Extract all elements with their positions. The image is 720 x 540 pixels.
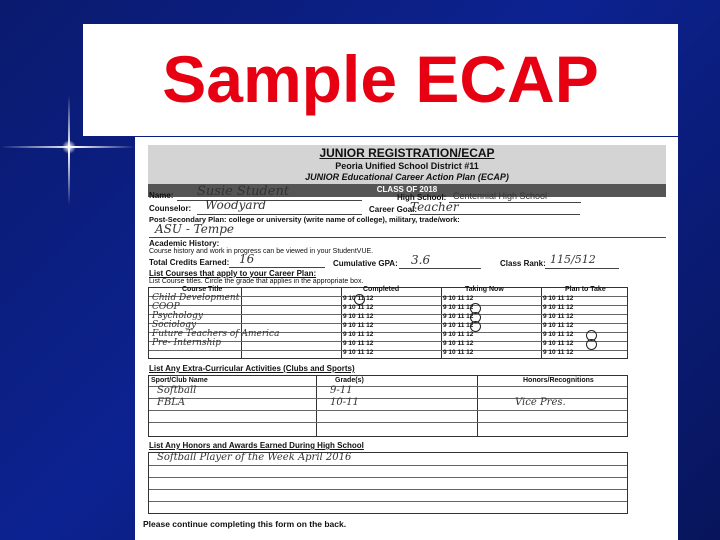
activity-row-grades: 10-11 bbox=[330, 397, 359, 408]
rank-value: 115/512 bbox=[550, 253, 596, 266]
honors-row-text: Softball Player of the Week April 2016 bbox=[157, 452, 352, 463]
form-footer: Please continue completing this form on the back. bbox=[143, 519, 347, 529]
course-grade-options: 9 10 11 12 bbox=[543, 304, 574, 311]
course-col-taking: Taking Now bbox=[465, 286, 504, 293]
career-goal-value: Teacher bbox=[410, 200, 459, 214]
honors-row-line bbox=[149, 477, 627, 478]
credits-value: 16 bbox=[239, 252, 255, 266]
course-grade-options: 9 10 11 12 bbox=[343, 295, 374, 302]
course-col-completed: Completed bbox=[363, 286, 400, 293]
course-grade-options: 9 10 11 12 bbox=[443, 340, 474, 347]
activity-col-honors: Honors/Recognitions bbox=[523, 377, 594, 384]
course-grade-options: 9 10 11 12 bbox=[543, 349, 574, 356]
honors-row-line bbox=[149, 501, 627, 502]
activity-row-name: FBLA bbox=[157, 397, 186, 408]
credits-label: Total Credits Earned: bbox=[149, 258, 230, 267]
name-value: Susie Student bbox=[197, 184, 290, 199]
lens-flare-center bbox=[62, 140, 76, 154]
title-box bbox=[83, 24, 678, 136]
form-header-class: CLASS OF 2018 bbox=[376, 185, 438, 194]
course-grade-options: 9 10 11 12 bbox=[343, 340, 374, 347]
counselor-value: Woodyard bbox=[205, 198, 267, 212]
grade-circle-mark bbox=[586, 339, 597, 350]
name-label: Name: bbox=[149, 191, 174, 200]
course-grade-options: 9 10 11 12 bbox=[443, 322, 474, 329]
course-row-title: COOP bbox=[152, 302, 180, 312]
course-grade-options: 9 10 11 12 bbox=[443, 349, 474, 356]
course-row-title: Psychology bbox=[152, 311, 203, 321]
course-col-plan: Plan to Take bbox=[565, 286, 606, 293]
course-grade-options: 9 10 11 12 bbox=[543, 331, 574, 338]
activities-row-line bbox=[149, 386, 627, 387]
academic-history-label: Academic History: bbox=[149, 239, 220, 248]
rank-label: Class Rank: bbox=[500, 259, 546, 268]
activity-col-name: Sport/Club Name bbox=[151, 377, 208, 384]
high-school-label: High School: bbox=[397, 193, 447, 202]
post-secondary-value: ASU - Tempe bbox=[155, 222, 235, 236]
course-grade-options: 9 10 11 12 bbox=[343, 349, 374, 356]
rank-underline bbox=[545, 268, 619, 269]
activity-row-name: Softball bbox=[157, 385, 197, 396]
form-header-plan: JUNIOR Educational Career Action Plan (ECAP) bbox=[305, 172, 509, 182]
course-grade-options: 9 10 11 12 bbox=[443, 304, 474, 311]
course-grade-options: 9 10 11 12 bbox=[443, 295, 474, 302]
high-school-value: Centennial High School bbox=[453, 191, 548, 201]
slide-title: Sample ECAP bbox=[162, 42, 599, 116]
honors-section-label: List Any Honors and Awards Earned During High School bbox=[149, 441, 364, 450]
activity-col-grades: Grade(s) bbox=[335, 377, 364, 384]
post-secondary-label: Post-Secondary Plan: college or university (write name of college), military, trade/work: bbox=[149, 215, 460, 224]
form-header-district: Peoria Unified School District #11 bbox=[335, 161, 479, 171]
course-grade-options: 9 10 11 12 bbox=[343, 313, 374, 320]
activities-col-divider bbox=[316, 376, 317, 436]
activities-col-divider bbox=[477, 376, 478, 436]
activities-section-label: List Any Extra-Curricular Activities (Clubs and Sports) bbox=[149, 364, 355, 373]
course-grade-options: 9 10 11 12 bbox=[543, 340, 574, 347]
academic-history-note: Course history and work in progress can be viewed in your StudentVUE. bbox=[149, 248, 374, 255]
course-row-title: Pre- Internship bbox=[152, 338, 222, 348]
course-col-title: Course Title bbox=[182, 286, 223, 293]
ecap-form-scan bbox=[135, 137, 678, 540]
course-grade-options: 9 10 11 12 bbox=[443, 313, 474, 320]
activity-row-grades: 9-11 bbox=[330, 385, 353, 396]
courses-instruction: List Course titles. Circle the grade that applies in the appropriate box. bbox=[149, 278, 364, 285]
counselor-label: Counselor: bbox=[149, 204, 192, 213]
course-grade-options: 9 10 11 12 bbox=[443, 331, 474, 338]
honors-row-line bbox=[149, 465, 627, 466]
course-grade-options: 9 10 11 12 bbox=[543, 295, 574, 302]
course-grade-options: 9 10 11 12 bbox=[543, 313, 574, 320]
course-grade-options: 9 10 11 12 bbox=[343, 304, 374, 311]
high-school-underline bbox=[449, 202, 581, 203]
course-row-title: Sociology bbox=[152, 320, 197, 330]
gpa-label: Cumulative GPA: bbox=[333, 259, 398, 268]
activities-row-line bbox=[149, 422, 627, 423]
form-header-line1: JUNIOR REGISTRATION/ECAP bbox=[319, 146, 495, 160]
credits-underline bbox=[229, 267, 325, 268]
honors-row-line bbox=[149, 489, 627, 490]
course-row-title: Future Teachers of America bbox=[152, 329, 280, 339]
courses-section-label: List Courses that apply to your Career Plan: bbox=[149, 269, 317, 278]
course-grade-options: 9 10 11 12 bbox=[343, 322, 374, 329]
gpa-value: 3.6 bbox=[411, 253, 431, 267]
gpa-underline bbox=[399, 268, 481, 269]
course-grade-options: 9 10 11 12 bbox=[343, 331, 374, 338]
career-goal-label: Career Goal: bbox=[369, 205, 418, 214]
activities-row-line bbox=[149, 410, 627, 411]
post-secondary-underline bbox=[149, 237, 666, 238]
course-grade-options: 9 10 11 12 bbox=[543, 322, 574, 329]
activity-row-honors: Vice Pres. bbox=[515, 397, 566, 408]
course-row-title: Child Development bbox=[152, 293, 240, 303]
